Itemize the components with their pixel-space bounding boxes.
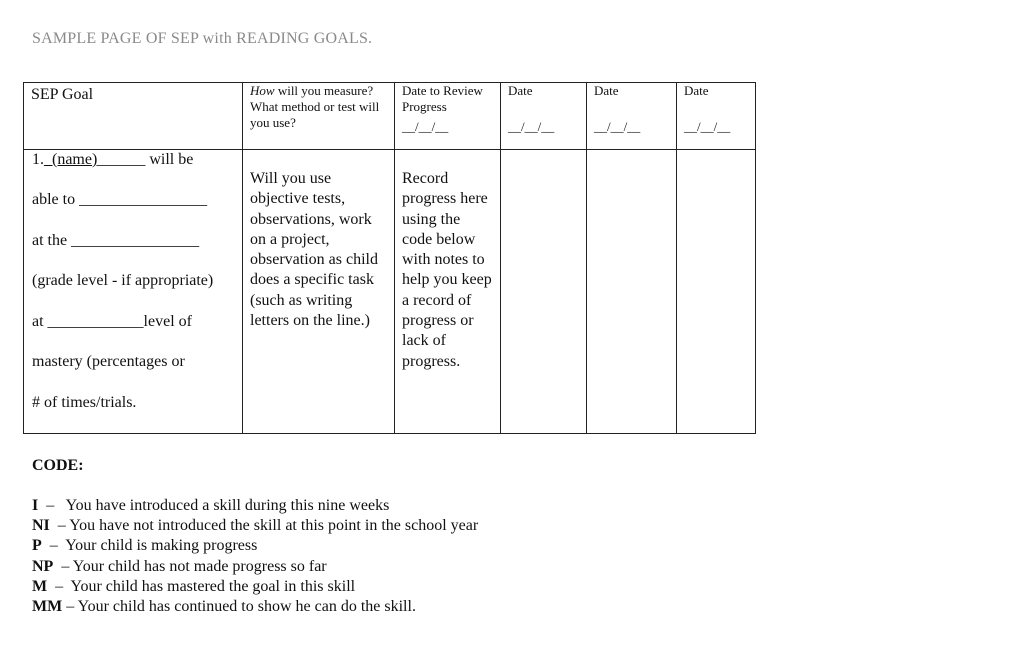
code-item-i (32, 496, 478, 516)
goal-line-1-suffix: will be (145, 151, 194, 168)
goal-line-1-prefix: 1. (32, 151, 44, 168)
code-sep: – (49, 517, 70, 535)
header-measure-text: will you measure? What method or test will you use? (250, 83, 380, 130)
header-date-2 (587, 83, 677, 150)
code-key: NI (32, 517, 50, 535)
header-date-1 (501, 83, 587, 150)
code-desc: You have not introduced the skill at this point in the school year (69, 517, 479, 535)
header-review-date (395, 83, 501, 150)
code-desc: Your child has continued to show he can do the skill. (77, 598, 416, 616)
code-desc: Your child has mastered the goal in this skill (70, 577, 356, 595)
date-3-cell (677, 150, 756, 434)
header-date-3-label: Date (684, 83, 709, 98)
goal-cell (24, 150, 243, 434)
goal-row (24, 150, 756, 434)
code-item-ni (32, 516, 478, 536)
code-sep: – (38, 497, 66, 514)
code-desc: You have introduced a skill during this nine weeks (65, 497, 390, 514)
goal-line-1 (32, 150, 238, 190)
code-item-np (32, 557, 478, 577)
code-item-mm (32, 597, 478, 617)
goal-line-4: (grade level - if appropriate) (32, 272, 214, 289)
header-sep-goal: SEP Goal (24, 83, 243, 150)
code-title: CODE: (32, 457, 84, 474)
code-item-p (32, 536, 478, 556)
code-legend (32, 456, 478, 617)
goal-line-2: able to ________________ (32, 191, 208, 208)
code-desc: Your child has not made progress so far (72, 557, 327, 575)
header-review-text: Date to Review Progress (402, 83, 483, 114)
header-date-3 (677, 83, 756, 150)
code-sep: – (41, 537, 66, 555)
goal-name-blank: _(name) (44, 151, 98, 168)
code-item-m (32, 577, 478, 597)
goal-line-7: # of times/trials. (32, 393, 137, 411)
date-1-blank: __/__/__ (508, 119, 555, 134)
code-key: P (32, 537, 42, 555)
code-key: I (32, 497, 39, 514)
sep-goal-table (23, 82, 756, 434)
code-sep: – (62, 598, 78, 616)
goal-line-3: at the ________________ (32, 231, 200, 249)
date-2-cell (587, 150, 677, 434)
date-1-cell (501, 150, 587, 434)
code-desc: Your child is making progress (65, 537, 258, 555)
review-date-blank: __/__/__ (402, 119, 449, 134)
review-progress-cell: Record progress here using the code below with notes to help you keep a record of progress or lack of progress. (395, 150, 501, 434)
header-measure-italic: How (250, 83, 275, 98)
date-2-blank: __/__/__ (594, 119, 641, 134)
goal-name-blank-2: ______ (97, 151, 146, 168)
code-sep: – (47, 577, 71, 595)
page-title: SAMPLE PAGE OF SEP with READING GOALS. (32, 30, 373, 47)
code-key: NP (32, 557, 54, 575)
code-sep: – (53, 557, 73, 575)
header-date-1-label: Date (508, 83, 533, 98)
code-key: MM (32, 598, 63, 616)
header-measure (243, 83, 395, 150)
goal-line-5: at ____________level of (32, 312, 192, 330)
date-3-blank: __/__/__ (684, 119, 731, 134)
code-key: M (32, 577, 48, 595)
header-date-2-label: Date (594, 83, 619, 98)
measure-method-cell: Will you use objective tests, observations, work on a project, observation as child does a specific task (such as writing letters on the line.) (243, 150, 395, 434)
header-row (24, 83, 756, 150)
goal-line-6: mastery (percentages or (32, 353, 185, 370)
